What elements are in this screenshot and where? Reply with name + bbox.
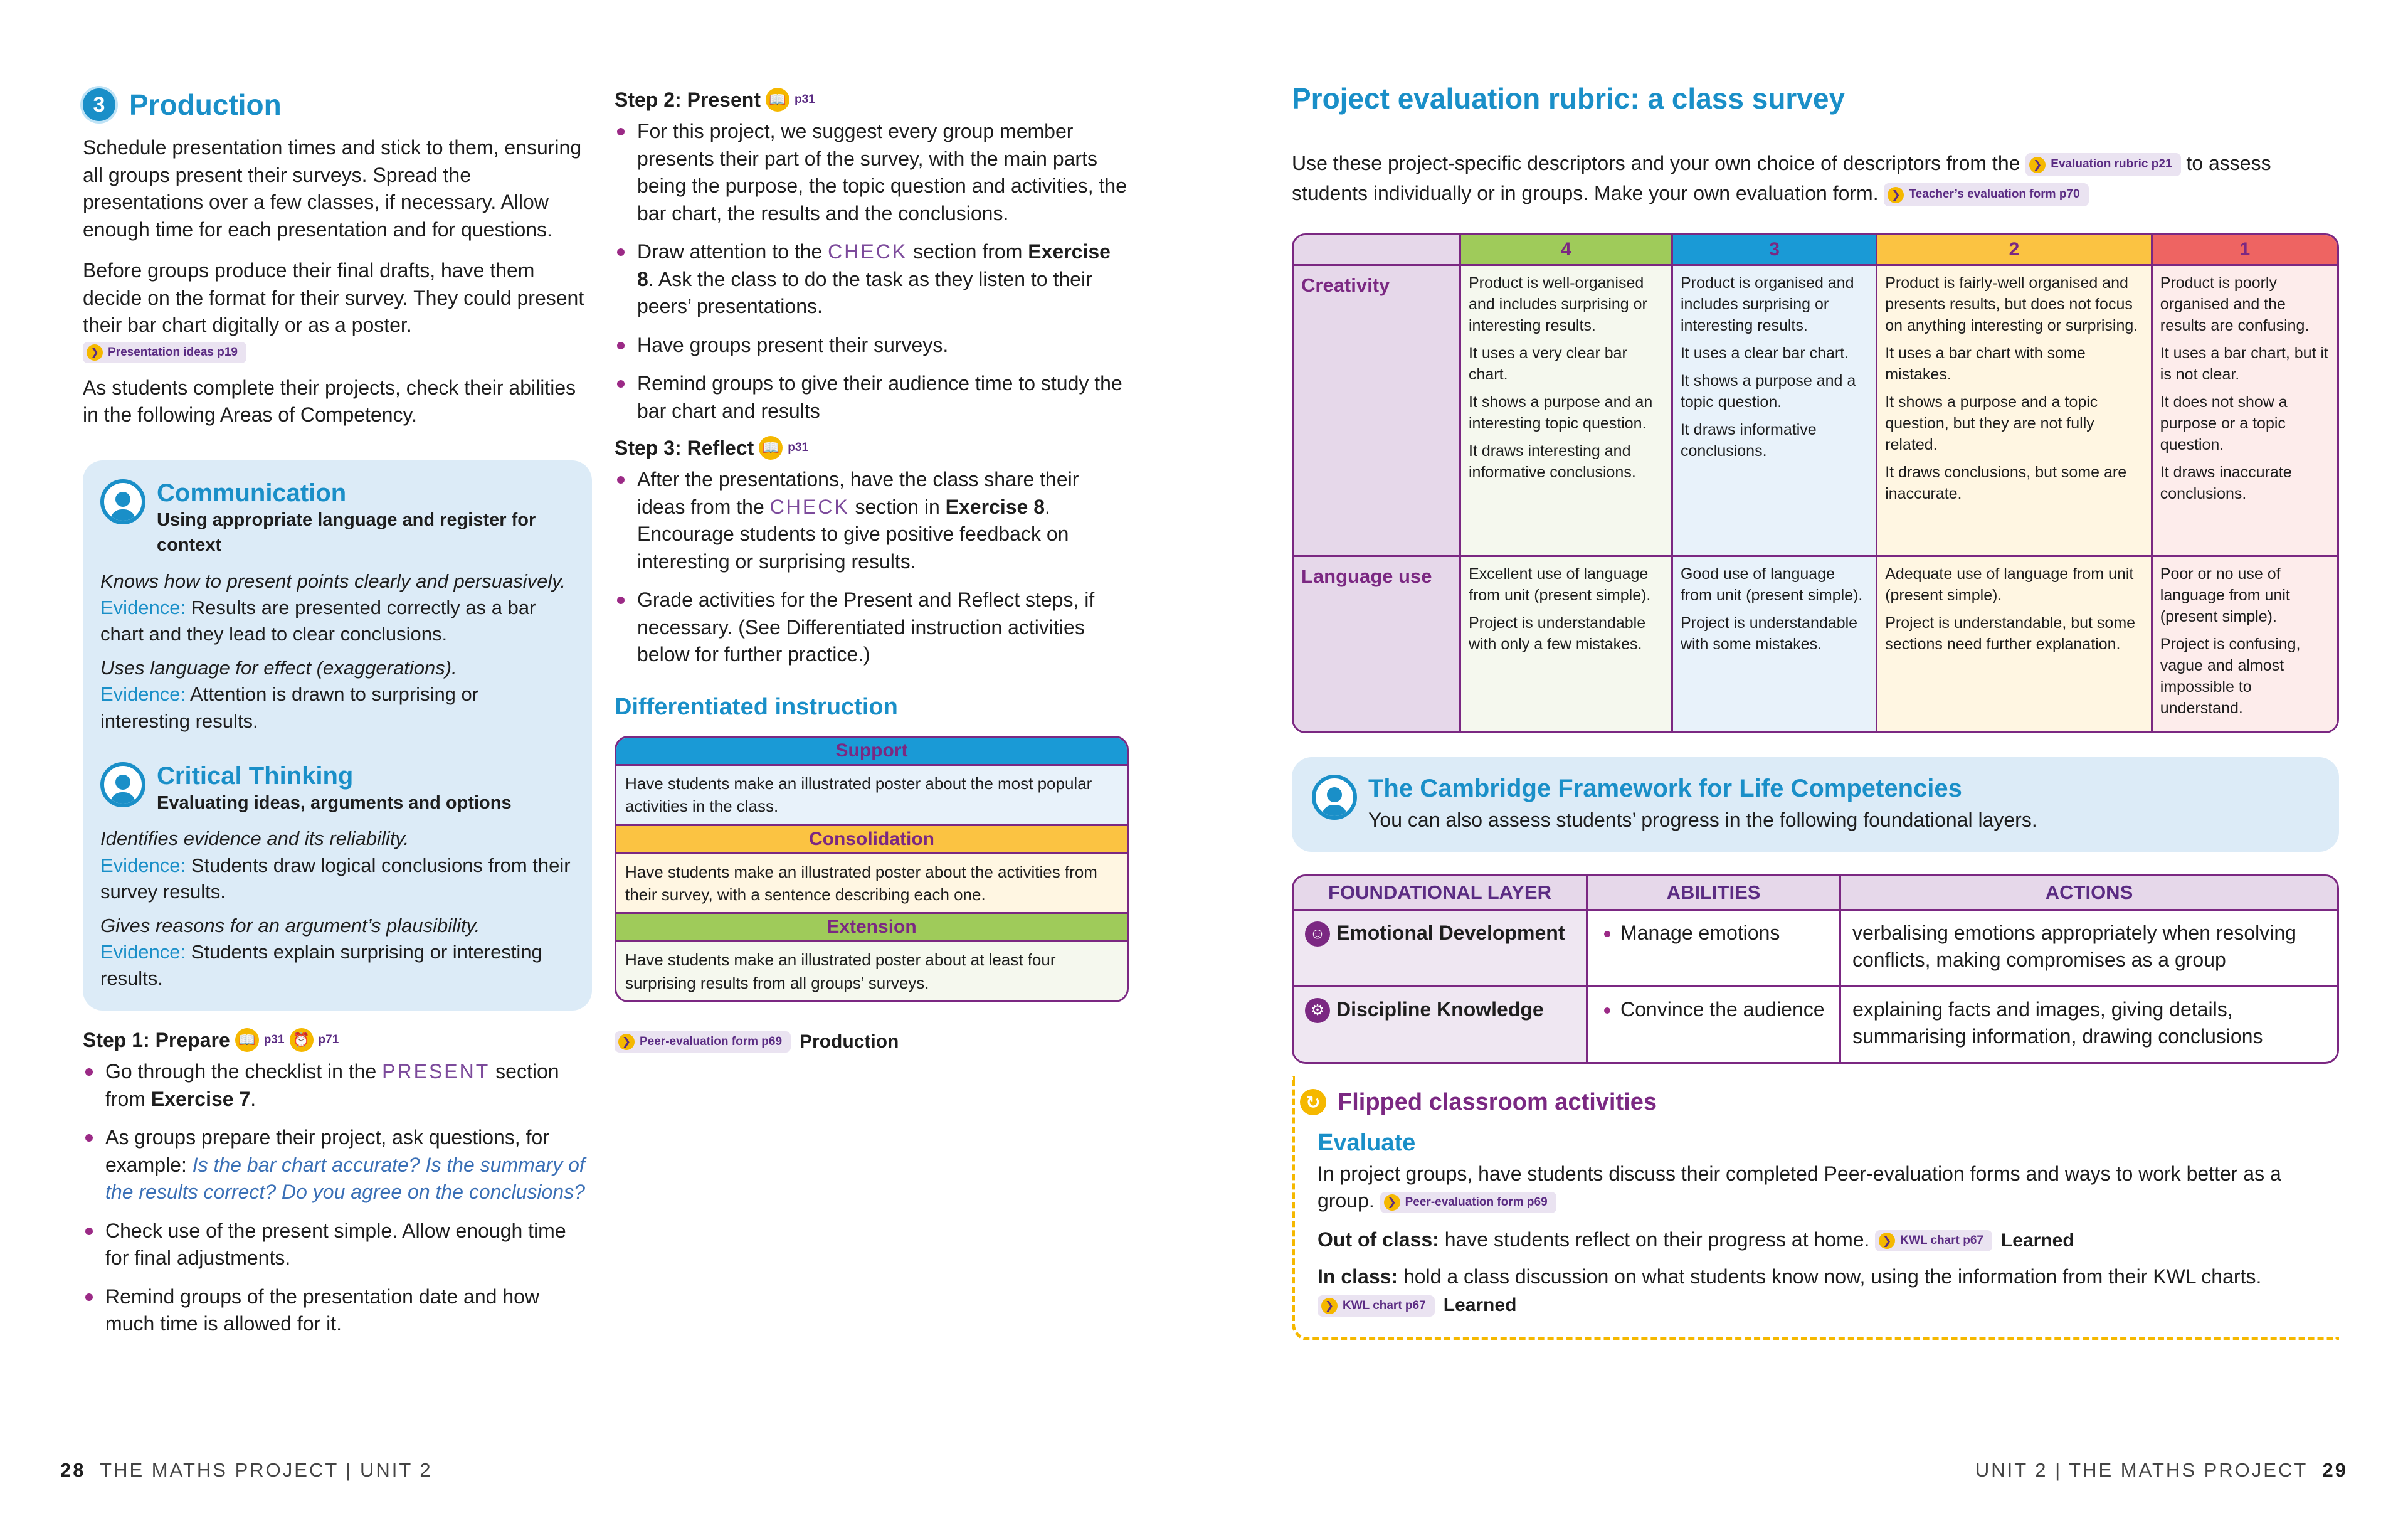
evidence-label: Evidence:	[100, 596, 186, 618]
person-icon	[100, 762, 145, 807]
chevron-right-icon: ❯	[87, 344, 103, 361]
presentation-ideas-link[interactable]: ❯ Presentation ideas p19	[83, 342, 246, 363]
language-cell-3: Good use of language from unit (present simple). Project is understandable with some mistakes.	[1671, 555, 1876, 731]
cambridge-framework-body: You can also assess students’ progress in the following foundational layers.	[1368, 809, 2037, 831]
differentiated-instruction-table	[615, 736, 1129, 1002]
refresh-icon: ↻	[1300, 1089, 1326, 1115]
communication-header	[100, 479, 573, 558]
consolidation-header: Consolidation	[616, 826, 1127, 854]
score-3-header: 3	[1671, 235, 1876, 264]
person-icon	[100, 479, 145, 524]
book-icon: 📖	[235, 1028, 259, 1052]
communication-evidence-1: Results are presented correctly as a bar chart and they lead to clear conclusions.	[100, 596, 536, 645]
score-1-header: 1	[2151, 235, 2337, 264]
rubric-intro: Use these project-specific descriptors and your own choice of descriptors from the ❯ Evaluation rubric p21 to assess students individually or in groups. Make your own evaluation form. ❯ Teacher’s evaluation form p70	[1292, 148, 2339, 208]
production-heading	[83, 88, 592, 122]
chevron-right-icon: ❯	[1384, 1194, 1400, 1211]
action-cell: explaining facts and images, giving details, summarising information, drawing conclusions	[1839, 985, 2337, 1062]
competency-box: Communication Using appropriate language and register for context Knows how to present points clearly and persuasively. Evidence: Results are presented correctly as a bar chart and they lead to clear conclusions. Uses language for effect (exaggerations). Evidence: Attention is drawn to surprising or interesting results. Critical Thinking Evaluating ideas, arguments and options Identifies evidence and its reliability. Evidence: Students draw logical conclusions from their survey results. Gives reasons for an argument’s plausibility. Evidence: Students explain surprising or interesting results.	[83, 460, 592, 1011]
knowledge-icon: ⚙	[1305, 998, 1330, 1023]
extension-body: Have students make an illustrated poster about at least four surprising results from all groups’ surveys.	[616, 942, 1127, 1001]
book-icon: 📖	[759, 436, 783, 460]
list-item: As groups prepare their project, ask questions, for example: Is the bar chart accurate? Is the summary of the results correct? Do you agree on the conclusions?	[83, 1124, 592, 1206]
creativity-cell-2: Product is fairly-well organised and presents results, but does not focus on anything interesting or surprising. It uses a bar chart with some mistakes. It shows a purpose and a topic question, but they are not fully related. It draws conclusions, but some are inaccurate.	[1876, 264, 2151, 555]
creativity-label: Creativity	[1294, 264, 1459, 555]
critical-thinking-header	[100, 762, 573, 816]
list-item: Check use of the present simple. Allow enough time for final adjustments.	[83, 1218, 592, 1272]
out-of-class-line: Out of class: have students reflect on their progress at home. ❯ KWL chart p67 Learned	[1318, 1228, 2074, 1251]
communication-indicator-1: Knows how to present points clearly and persuasively.	[100, 570, 566, 592]
language-cell-1: Poor or no use of language from unit (present simple). Project is confusing, vague and almost impossible to understand.	[2151, 555, 2337, 731]
in-class-line: In class: hold a class discussion on what students know now, using the information from their KWL charts. ❯ KWL chart p67 Learned	[1318, 1265, 2262, 1316]
chevron-right-icon: ❯	[2029, 157, 2046, 173]
critical-thinking-title: Critical Thinking	[157, 762, 354, 790]
list-item: Have groups present their surveys.	[615, 332, 1129, 359]
kwl-chart-link[interactable]: ❯ KWL chart p67	[1318, 1295, 1435, 1317]
critical-thinking-subtitle: Evaluating ideas, arguments and options	[157, 792, 512, 813]
evaluate-title: Evaluate	[1318, 1129, 1416, 1156]
consolidation-body: Have students make an illustrated poster about the activities from their survey, with a sentence describing each one.	[616, 854, 1127, 915]
list-item: After the presentations, have the class share their ideas from the CHECK section in Exercise 8. Encourage students to give positive feedback on interesting or surprising results.	[615, 466, 1129, 575]
chevron-right-icon: ❯	[1879, 1233, 1895, 1249]
rubric-table	[1292, 233, 2339, 733]
rubric-corner	[1294, 235, 1459, 264]
step3-heading: Step 3: Reflect 📖 p31	[615, 436, 809, 459]
book-icon: 📖	[766, 88, 789, 112]
list-item: Grade activities for the Present and Reflect steps, if necessary. (See Differentiated instruction activities below for further practice.)	[615, 586, 1129, 669]
production-title: Production	[129, 88, 282, 121]
language-cell-4: Excellent use of language from unit (present simple). Project is understandable with only a few mistakes.	[1459, 555, 1671, 731]
list-item: Remind groups to give their audience time to study the bar chart and results	[615, 370, 1129, 425]
flipped-classroom-heading: ↻ Flipped classroom activities	[1300, 1089, 2339, 1116]
table-row	[1294, 909, 2337, 985]
layer-cell: ⚙ Discipline Knowledge	[1294, 985, 1586, 1062]
language-cell-2: Adequate use of language from unit (present simple). Project is understandable, but some sections need further explanation.	[1876, 555, 2151, 731]
step2-list	[615, 118, 1129, 425]
production-paragraph-2: Before groups produce their final drafts, have them decide on the format for their survey. They could present their bar chart digitally or as a poster.	[83, 259, 584, 337]
foundational-layer-header: FOUNDATIONAL LAYER	[1294, 876, 1586, 909]
production-paragraph-1: Schedule presentation times and stick to them, ensuring all groups present their surveys. Spread the presentations over a few classes, if necessary. Allow enough time for each presentation and for questions.	[83, 136, 582, 241]
teacher-evaluation-link[interactable]: ❯ Teacher’s evaluation form p70	[1884, 183, 2088, 206]
page-number-right: 29	[2322, 1459, 2348, 1481]
chevron-right-icon: ❯	[1321, 1298, 1338, 1314]
communication-indicator-2: Uses language for effect (exaggerations).	[100, 657, 457, 679]
critical-indicator-1: Identifies evidence and its reliability.	[100, 827, 409, 850]
communication-evidence-2: Attention is drawn to surprising or interesting results.	[100, 683, 479, 732]
critical-evidence-2: Students explain surprising or interesting results.	[100, 940, 542, 990]
list-item: Remind groups of the presentation date and how much time is allowed for it.	[83, 1283, 592, 1338]
page-number-left: 28	[60, 1459, 86, 1481]
support-header: Support	[616, 738, 1127, 766]
abilities-header: ABILITIES	[1586, 876, 1839, 909]
list-item: Go through the checklist in the PRESENT section from Exercise 7.	[83, 1058, 592, 1113]
production-label: Production	[800, 1031, 899, 1053]
production-paragraph-3: As students complete their projects, check their abilities in the following Areas of Competency.	[83, 376, 576, 427]
person-icon	[1312, 775, 1357, 820]
support-body: Have students make an illustrated poster about the most popular activities in the class.	[616, 766, 1127, 826]
left-column	[83, 88, 592, 1349]
extension-header: Extension	[616, 914, 1127, 942]
step1-list	[83, 1058, 592, 1338]
score-4-header: 4	[1459, 235, 1671, 264]
chevron-right-icon: ❯	[1888, 187, 1904, 203]
clock-icon: ⏰	[290, 1028, 314, 1052]
cambridge-framework-title: The Cambridge Framework for Life Competencies	[1368, 775, 1962, 802]
emotion-icon: ☺	[1305, 921, 1330, 947]
creativity-cell-4: Product is well-organised and includes surprising or interesting results. It uses a very clear bar chart. It shows a purpose and an interesting topic question. It draws interesting and informative conclusions.	[1459, 264, 1671, 555]
critical-indicator-2: Gives reasons for an argument’s plausibility.	[100, 914, 480, 937]
right-page	[1292, 82, 2339, 1340]
chevron-right-icon: ❯	[618, 1034, 635, 1050]
ability-cell: Manage emotions	[1586, 909, 1839, 985]
flipped-classroom-box	[1292, 1076, 2339, 1340]
critical-evidence-1: Students draw logical conclusions from their survey results.	[100, 854, 571, 903]
language-use-label: Language use	[1294, 555, 1459, 731]
middle-column	[615, 88, 1129, 1053]
list-item: For this project, we suggest every group member presents their part of the survey, with the main parts being the purpose, the topic question and activities, the bar chart, the results and the conclusions.	[615, 118, 1129, 227]
list-item: Draw attention to the CHECK section from Exercise 8. Ask the class to do the task as they listen to their peers’ presentations.	[615, 238, 1129, 321]
table-row	[1294, 985, 2337, 1062]
section-number-badge: 3	[83, 88, 115, 121]
peer-evaluation-link[interactable]: ❯ Peer-evaluation form p69	[1380, 1192, 1556, 1213]
step1-heading: Step 1: Prepare 📖 p31 ⏰ p71	[83, 1028, 339, 1051]
life-competencies-table	[1292, 874, 2339, 1064]
footer-left: 28 THE MATHS PROJECT | UNIT 2	[60, 1459, 433, 1481]
communication-subtitle: Using appropriate language and register for context	[157, 509, 536, 556]
layer-cell: ☺ Emotional Development	[1294, 909, 1586, 985]
actions-header: ACTIONS	[1839, 876, 2337, 909]
cambridge-framework-box	[1292, 757, 2339, 852]
action-cell: verbalising emotions appropriately when resolving conflicts, making compromises as a group	[1839, 909, 2337, 985]
rubric-title: Project evaluation rubric: a class survey	[1292, 82, 1846, 115]
communication-title: Communication	[157, 479, 347, 507]
kwl-chart-link[interactable]: ❯ KWL chart p67	[1875, 1230, 1992, 1251]
creativity-cell-3: Product is organised and includes surprising or interesting results. It uses a clear bar chart. It shows a purpose and a topic question. It draws informative conclusions.	[1671, 264, 1876, 555]
step2-heading: Step 2: Present 📖 p31	[615, 88, 815, 111]
footer-right: UNIT 2 | THE MATHS PROJECT 29	[1975, 1459, 2348, 1481]
peer-evaluation-link[interactable]: ❯ Peer-evaluation form p69	[615, 1031, 791, 1053]
differentiated-instruction-title: Differentiated instruction	[615, 693, 898, 720]
ability-cell: Convince the audience	[1586, 985, 1839, 1062]
creativity-cell-1: Product is poorly organised and the results are confusing. It uses a bar chart, but it is not clear. It does not show a purpose or a topic question. It draws inaccurate conclusions.	[2151, 264, 2337, 555]
evaluation-rubric-link[interactable]: ❯ Evaluation rubric p21	[2025, 153, 2180, 176]
step3-list	[615, 466, 1129, 669]
score-2-header: 2	[1876, 235, 2151, 264]
evaluate-body: In project groups, have students discuss their completed Peer-evaluation forms and ways to work better as a group. ❯ Peer-evaluation form p69	[1318, 1162, 2281, 1213]
